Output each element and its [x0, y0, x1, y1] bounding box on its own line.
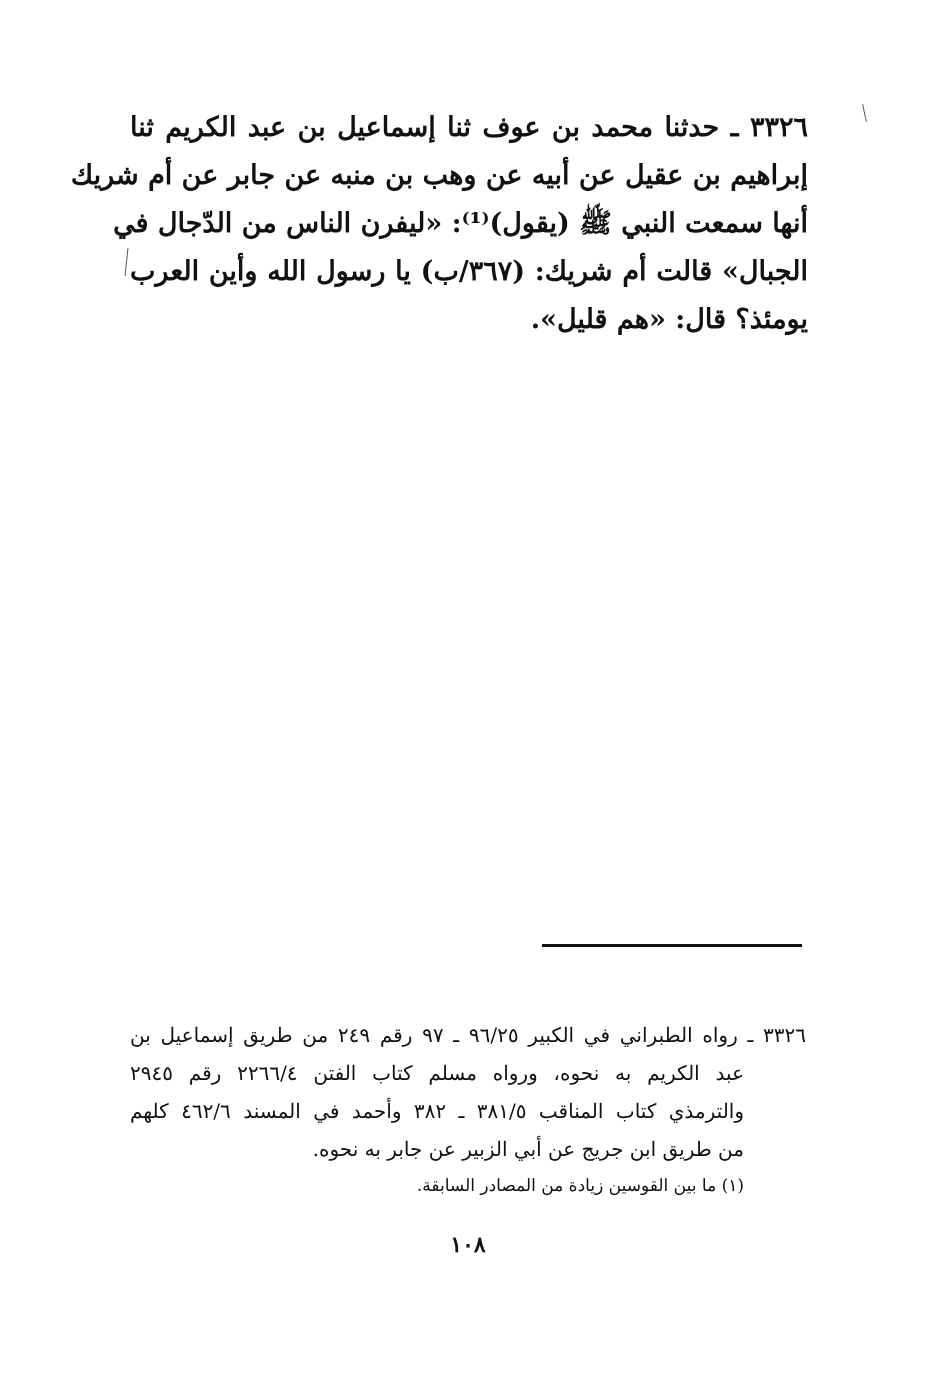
hadith-text	[70, 104, 809, 344]
hadith-line-4: الجبال» قالت أم شريك: (٣٦٧/ب) يا رسول الله وأين العرب	[130, 256, 809, 287]
footnotes	[130, 1016, 806, 1202]
footnote-note-1: (١) ما بين القوسين زيادة من المصادر السابقة.	[416, 1176, 744, 1196]
hadith-line-3: أنها سمعت النبي ﷺ (يقول)⁽¹⁾: «ليفرن الناس من الدّجال في	[113, 208, 808, 239]
hadith-line-1: ٣٣٢٦ ـ حدثنا محمد بن عوف ثنا إسماعيل بن عبد الكريم ثنا	[130, 112, 808, 143]
footnote-line-4: من طريق ابن جريج عن أبي الزبير عن جابر به نحوه.	[312, 1137, 744, 1161]
page-number: ١٠٨	[450, 1232, 486, 1258]
footnote-line-2: عبد الكريم به نحوه، ورواه مسلم كتاب الفتن ٢٢٦٦/٤ رقم ٢٩٤٥	[130, 1061, 745, 1085]
footnote-line-1: ٣٣٢٦ ـ رواه الطبراني في الكبير ٩٦/٢٥ ـ ٩٧ رقم ٢٤٩ من طريق إسماعيل بن	[130, 1023, 806, 1047]
margin-mark-top	[862, 104, 867, 122]
margin-mark-side	[125, 248, 129, 276]
footnote-divider	[542, 944, 802, 947]
footnote-line-3: والترمذي كتاب المناقب ٣٨١/٥ ـ ٣٨٢ وأحمد في المسند ٤٦٢/٦ كلهم	[130, 1099, 744, 1123]
hadith-line-2: إبراهيم بن عقيل عن أبيه عن وهب بن منبه عن جابر عن أم شريك	[70, 160, 808, 191]
hadith-line-5: يومئذ؟ قال: «هم قليل».	[530, 304, 808, 335]
